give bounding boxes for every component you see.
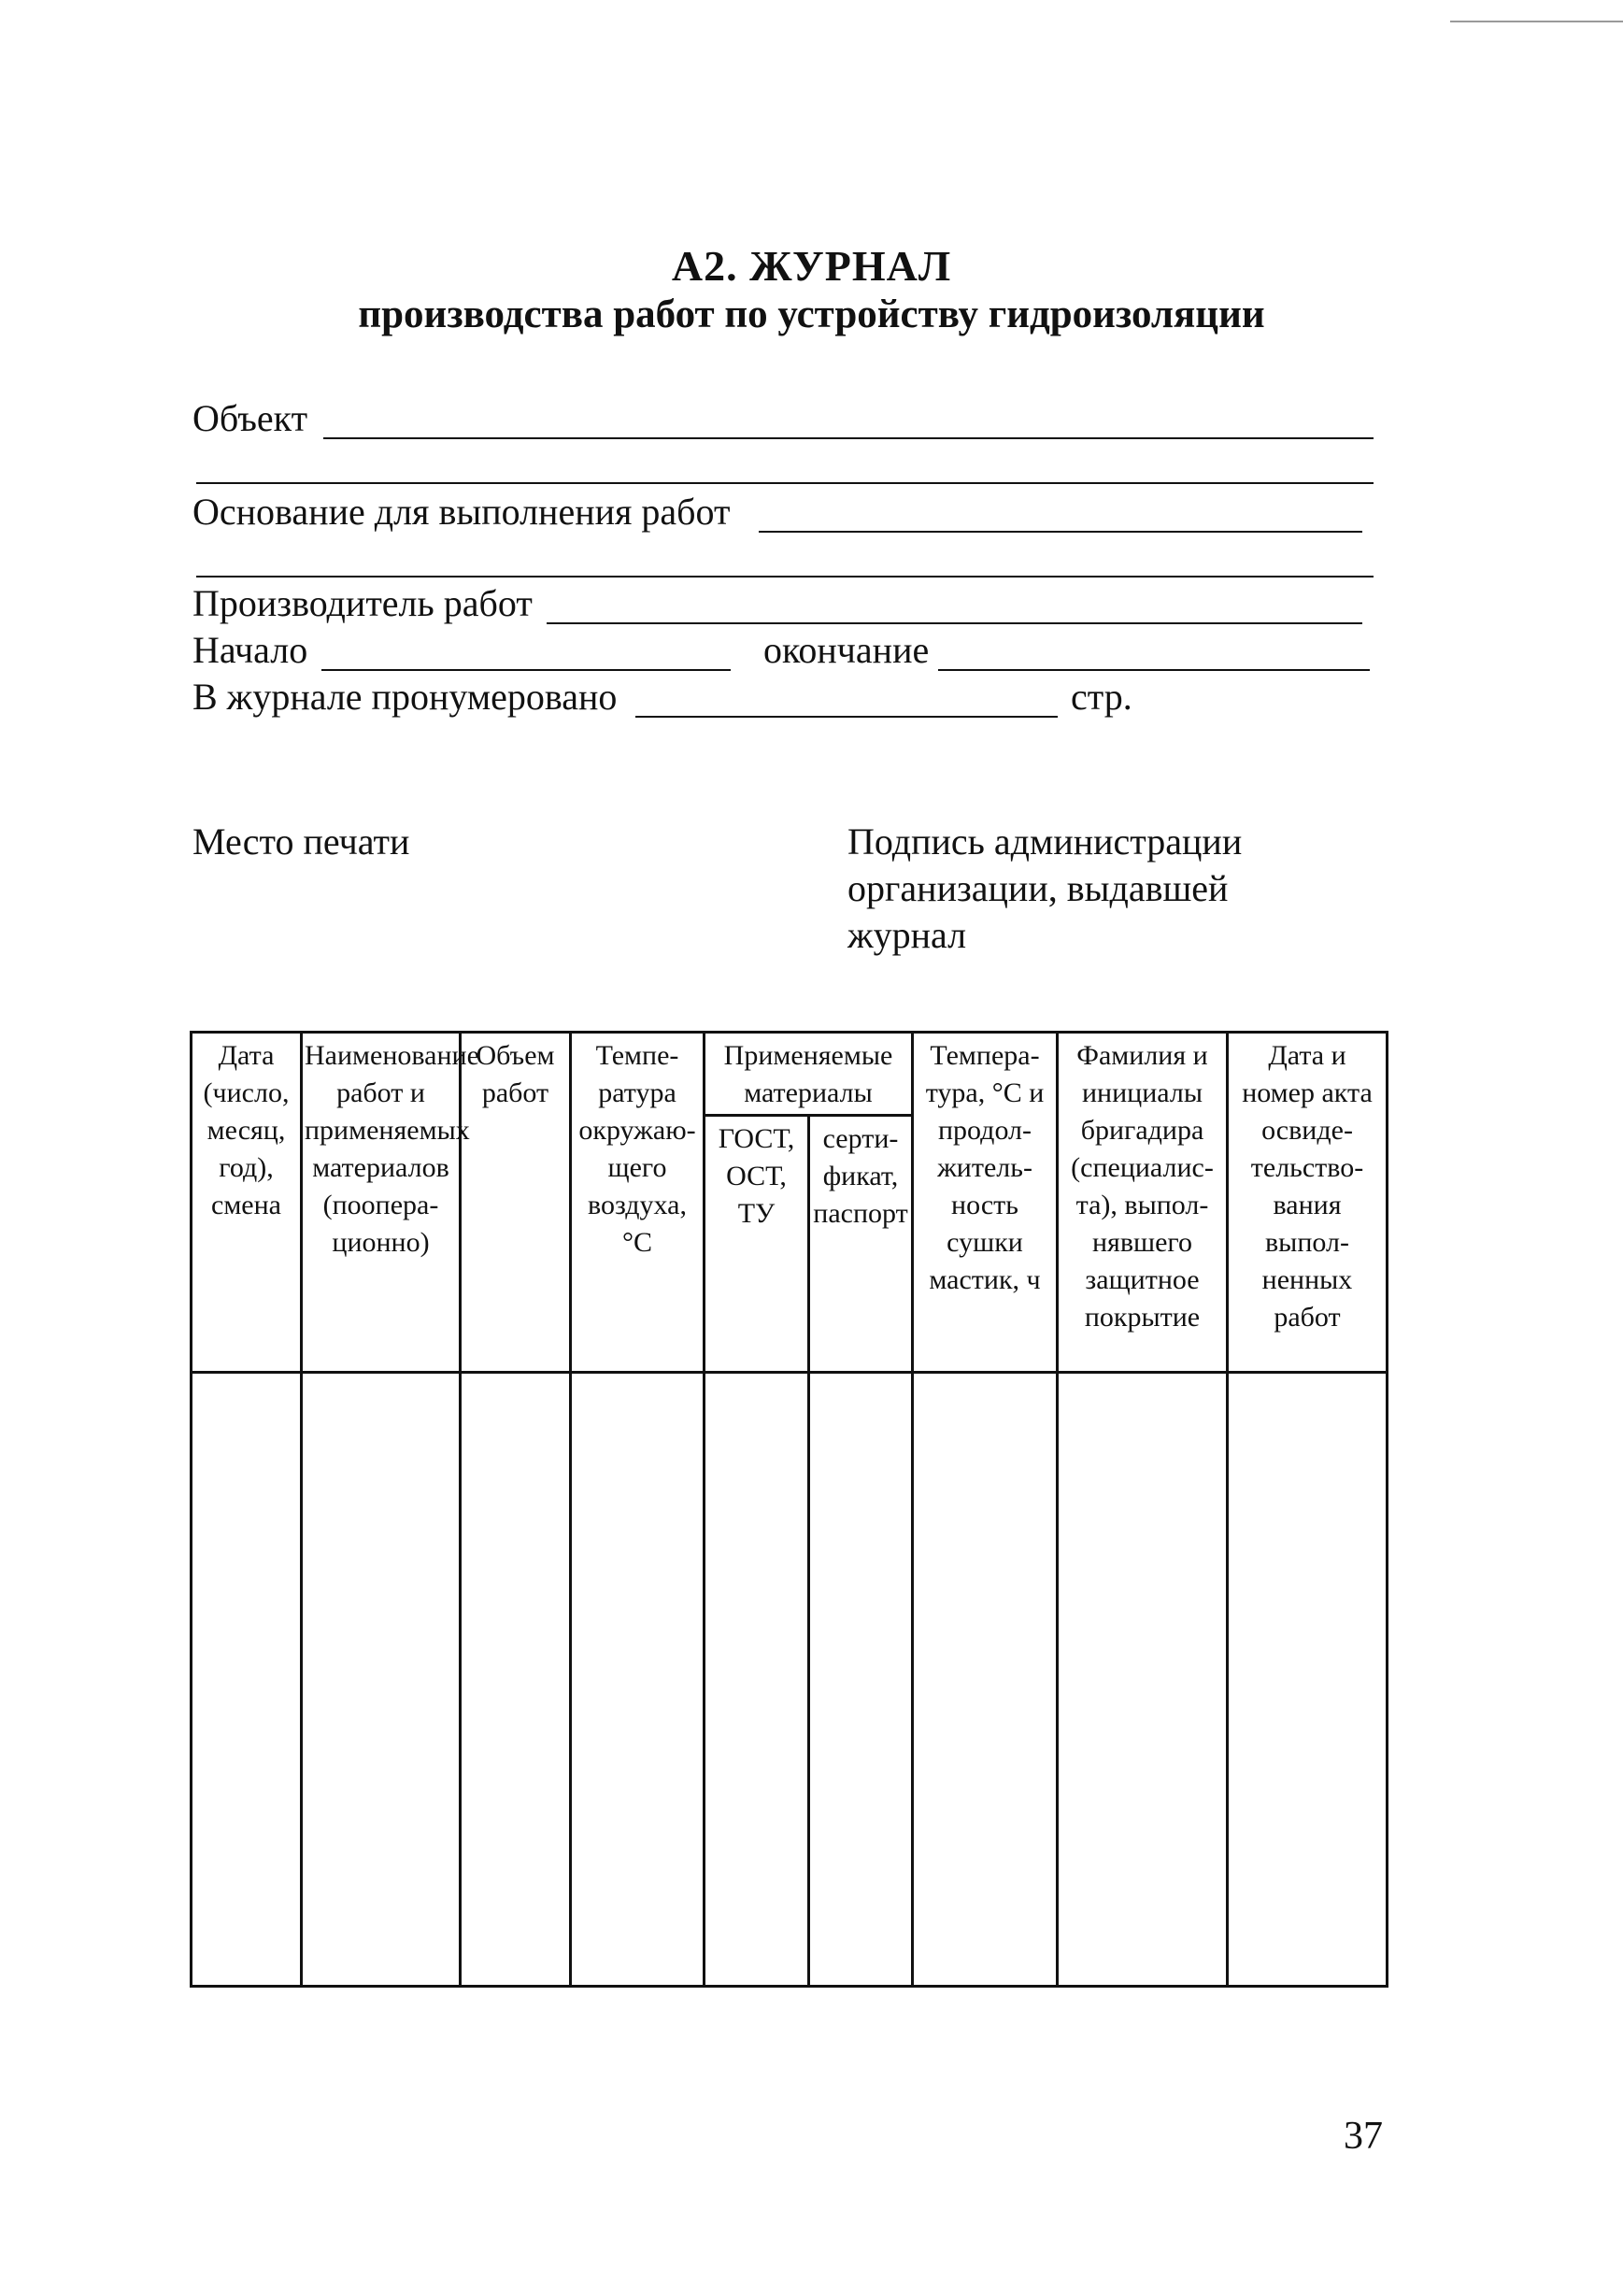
corner-rule xyxy=(1450,21,1623,22)
table-cell xyxy=(1058,1373,1228,1987)
object-line-2 xyxy=(196,482,1374,484)
signature-line-1: Подпись администрации xyxy=(847,820,1243,863)
col-volume: Объем работ xyxy=(461,1033,571,1373)
numbered-suffix: стр. xyxy=(1071,676,1132,718)
producer-label: Производитель работ xyxy=(192,582,533,624)
journal-table xyxy=(190,1031,1388,1988)
col-act: Дата и номер акта освидетельствования выполненных работ xyxy=(1228,1033,1388,1373)
subcol-standard: ГОСТ, ОСТ, ТУ xyxy=(705,1116,809,1373)
table-cell xyxy=(705,1373,809,1987)
stamp-label: Место печати xyxy=(192,820,410,863)
table-cell xyxy=(461,1373,571,1987)
table-row xyxy=(192,1373,1388,1987)
table-cell xyxy=(192,1373,302,1987)
col-foreman: Фамилия и инициалы бригадира (специалиста), выполнявшего защитное покрытие xyxy=(1058,1033,1228,1373)
stamp-place xyxy=(192,819,409,865)
table-cell xyxy=(571,1373,705,1987)
producer-line xyxy=(547,622,1362,624)
col-work-name: Наименование работ и применяемых материалов (пооперационно) xyxy=(302,1033,461,1373)
col-materials: Применяемые материалы xyxy=(705,1033,913,1116)
object-line xyxy=(323,437,1374,439)
object-label: Объект xyxy=(192,397,308,439)
col-air-temp: Температура окружающего воздуха, °С xyxy=(571,1033,705,1373)
basis-line xyxy=(759,531,1362,533)
table-cell xyxy=(809,1373,913,1987)
table-cell xyxy=(302,1373,461,1987)
col-drying: Температура, °С и продолжительность сушки мастик, ч xyxy=(913,1033,1058,1373)
start-line xyxy=(321,669,731,671)
signature-line-3: журнал xyxy=(847,914,967,956)
page-number: 37 xyxy=(1344,2115,1383,2158)
document-title: А2. ЖУРНАЛ xyxy=(671,242,952,290)
end-label: окончание xyxy=(763,629,930,671)
table-cell xyxy=(913,1373,1058,1987)
table-cell xyxy=(1228,1373,1388,1987)
col-date: Дата (число, месяц, год), смена xyxy=(192,1033,302,1373)
signature-block xyxy=(847,819,1333,959)
subcol-certificate: сертификат, паспорт xyxy=(809,1116,913,1373)
basis-label: Основание для выполнения работ xyxy=(192,491,731,533)
end-line xyxy=(938,669,1370,671)
basis-line-2 xyxy=(196,576,1374,578)
start-label: Начало xyxy=(192,629,308,671)
numbered-label: В журнале пронумеровано xyxy=(192,676,618,718)
document-subtitle: производства работ по устройству гидроизоляции xyxy=(358,292,1265,336)
numbered-line xyxy=(635,716,1058,718)
signature-line-2: организации, выдавшей xyxy=(847,867,1229,909)
